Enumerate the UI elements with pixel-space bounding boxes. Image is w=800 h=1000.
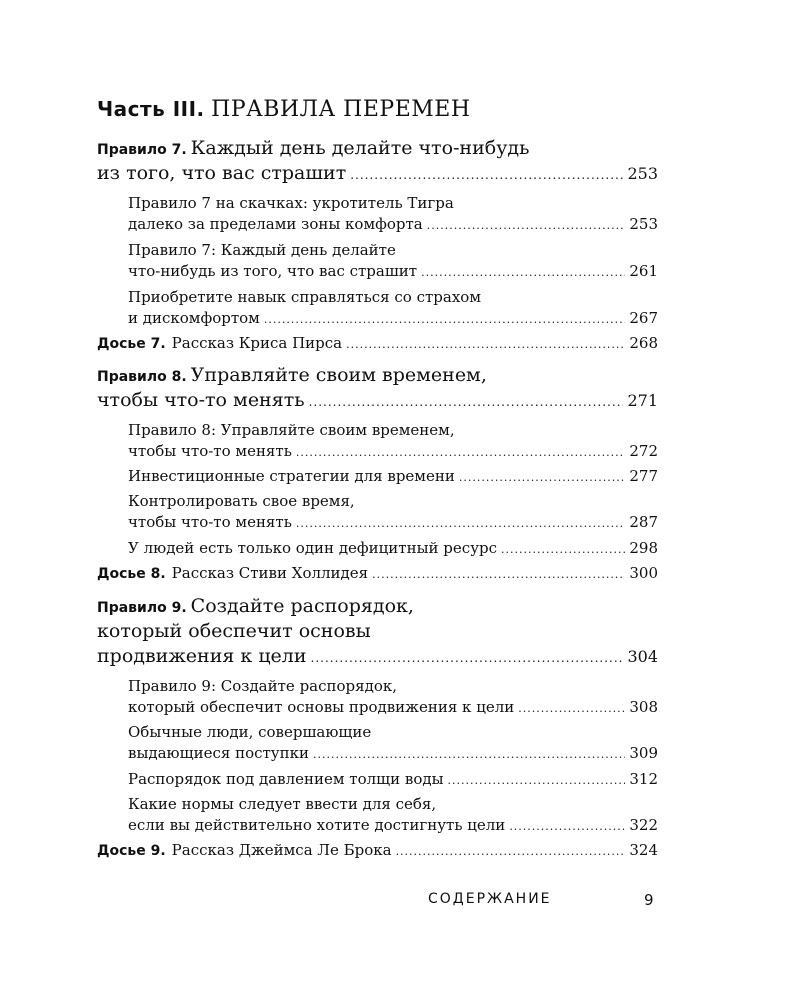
- part-title: ПРАВИЛА ПЕРЕМЕН: [211, 97, 471, 122]
- leader-dots: [313, 748, 625, 761]
- rule-8-title-line1: Управляйте своим временем,: [190, 364, 487, 386]
- toc-subitem: [128, 698, 658, 716]
- toc-subitem: [128, 309, 658, 327]
- page-number: 298: [629, 539, 658, 557]
- dossier-text: Рассказ Криса Пирса: [171, 334, 343, 352]
- toc-subitem-line1: Приобретите навык справляться со страхом: [128, 288, 482, 306]
- page-number: 253: [627, 164, 658, 183]
- toc-subitem-line1: Какие нормы следует ввести для себя,: [128, 795, 437, 813]
- leader-dots: [509, 820, 625, 833]
- dossier-label: Досье 7.: [97, 336, 166, 352]
- rule-9-title-last: продвижения к цели: [97, 645, 307, 667]
- page-number: 261: [629, 262, 658, 280]
- toc-subitem: [128, 215, 658, 233]
- folio-page-number: 9: [644, 891, 654, 909]
- leader-dots: [346, 338, 625, 351]
- leader-dots: [372, 568, 625, 581]
- leader-dots: [311, 651, 624, 665]
- part-label: Часть III.: [97, 97, 205, 121]
- running-footer-title: СОДЕРЖАНИЕ: [428, 891, 552, 907]
- toc-subitem-line1: Правило 9: Создайте распорядок,: [128, 677, 398, 695]
- dossier-label: Досье 9.: [97, 843, 166, 859]
- dossier-9-entry: [97, 841, 658, 859]
- rule-9-title-line1: Создайте распорядок,: [190, 595, 414, 617]
- toc-subitem-line1: Правило 8: Управляйте своим временем,: [128, 421, 455, 439]
- toc-subitem-text: У людей есть только один дефицитный ресурс: [128, 539, 498, 557]
- leader-dots: [396, 845, 626, 858]
- rule-8-label: Правило 8.: [97, 369, 187, 385]
- toc-subitem-text: чтобы что-то менять: [128, 442, 292, 460]
- rule-8-title-last: чтобы что-то менять: [97, 389, 305, 411]
- toc-subitem-text: выдающиеся поступки: [128, 744, 309, 762]
- rule-9-label: Правило 9.: [97, 600, 187, 616]
- dossier-text: Рассказ Стиви Холлидея: [171, 564, 369, 582]
- toc-subitem: [128, 442, 658, 460]
- rule-8-heading: [97, 364, 487, 386]
- rule-7-heading: [97, 137, 529, 159]
- toc-subitem-text: и дискомфортом: [128, 309, 260, 327]
- toc-subitem-text: если вы действительно хотите достигнуть цели: [128, 816, 506, 834]
- leader-dots: [309, 395, 624, 409]
- leader-dots: [448, 774, 626, 787]
- toc-subitem: [128, 467, 658, 485]
- rule-7-title-line1: Каждый день делайте что-нибудь: [190, 137, 530, 159]
- toc-subitem-line1: Правило 7: Каждый день делайте: [128, 241, 396, 259]
- page-number: 322: [629, 816, 658, 834]
- rule-9-title-entry: [97, 645, 658, 667]
- rule-7-title-entry: [97, 162, 658, 184]
- toc-subitem-text: что-нибудь из того, что вас страшит: [128, 262, 418, 280]
- page-number: 308: [629, 698, 658, 716]
- page-number: 277: [629, 467, 658, 485]
- dossier-7-entry: [97, 334, 658, 352]
- page-number: 253: [629, 215, 658, 233]
- page-number: 309: [629, 744, 658, 762]
- toc-subitem-line1: Правило 7 на скачках: укротитель Тигра: [128, 194, 454, 212]
- part-heading: [97, 96, 471, 123]
- leader-dots: [518, 702, 625, 715]
- dossier-8-entry: [97, 564, 658, 582]
- page-number: 268: [629, 334, 658, 352]
- rule-9-heading: [97, 595, 414, 617]
- leader-dots: [264, 313, 626, 326]
- toc-subitem: [128, 770, 658, 788]
- leader-dots: [296, 517, 625, 530]
- toc-subitem-line1: Обычные люди, совершающие: [128, 723, 372, 741]
- toc-subitem: [128, 816, 658, 834]
- dossier-label: Досье 8.: [97, 566, 166, 582]
- rule-9-title-line2: который обеспечит основы: [97, 620, 371, 642]
- toc-subitem: [128, 539, 658, 557]
- leader-dots: [427, 219, 626, 232]
- toc-subitem-text: далеко за пределами зоны комфорта: [128, 215, 423, 233]
- toc-subitem-text: чтобы что-то менять: [128, 513, 292, 531]
- leader-dots: [459, 471, 626, 484]
- toc-subitem: [128, 513, 658, 531]
- toc-subitem: [128, 744, 658, 762]
- page-number: 312: [629, 770, 658, 788]
- page-number: 304: [627, 647, 658, 666]
- toc-subitem-text: Распорядок под давлением толщи воды: [128, 770, 444, 788]
- dossier-text: Рассказ Джеймса Ле Брока: [171, 841, 392, 859]
- page-number: 271: [627, 391, 658, 410]
- leader-dots: [421, 266, 625, 279]
- toc-subitem-line1: Контролировать свое время,: [128, 492, 355, 510]
- toc-subitem-text: Инвестиционные стратегии для времени: [128, 467, 455, 485]
- leader-dots: [501, 543, 625, 556]
- leader-dots: [350, 168, 623, 182]
- toc-subitem-text: который обеспечит основы продвижения к цели: [128, 698, 515, 716]
- toc-subitem: [128, 262, 658, 280]
- leader-dots: [296, 446, 625, 459]
- rule-7-label: Правило 7.: [97, 142, 187, 158]
- page-number: 272: [629, 442, 658, 460]
- rule-7-title-last: из того, что вас страшит: [97, 162, 347, 184]
- rule-8-title-entry: [97, 389, 658, 411]
- page-number: 287: [629, 513, 658, 531]
- page-number: 267: [629, 309, 658, 327]
- page-number: 300: [629, 564, 658, 582]
- page-number: 324: [629, 841, 658, 859]
